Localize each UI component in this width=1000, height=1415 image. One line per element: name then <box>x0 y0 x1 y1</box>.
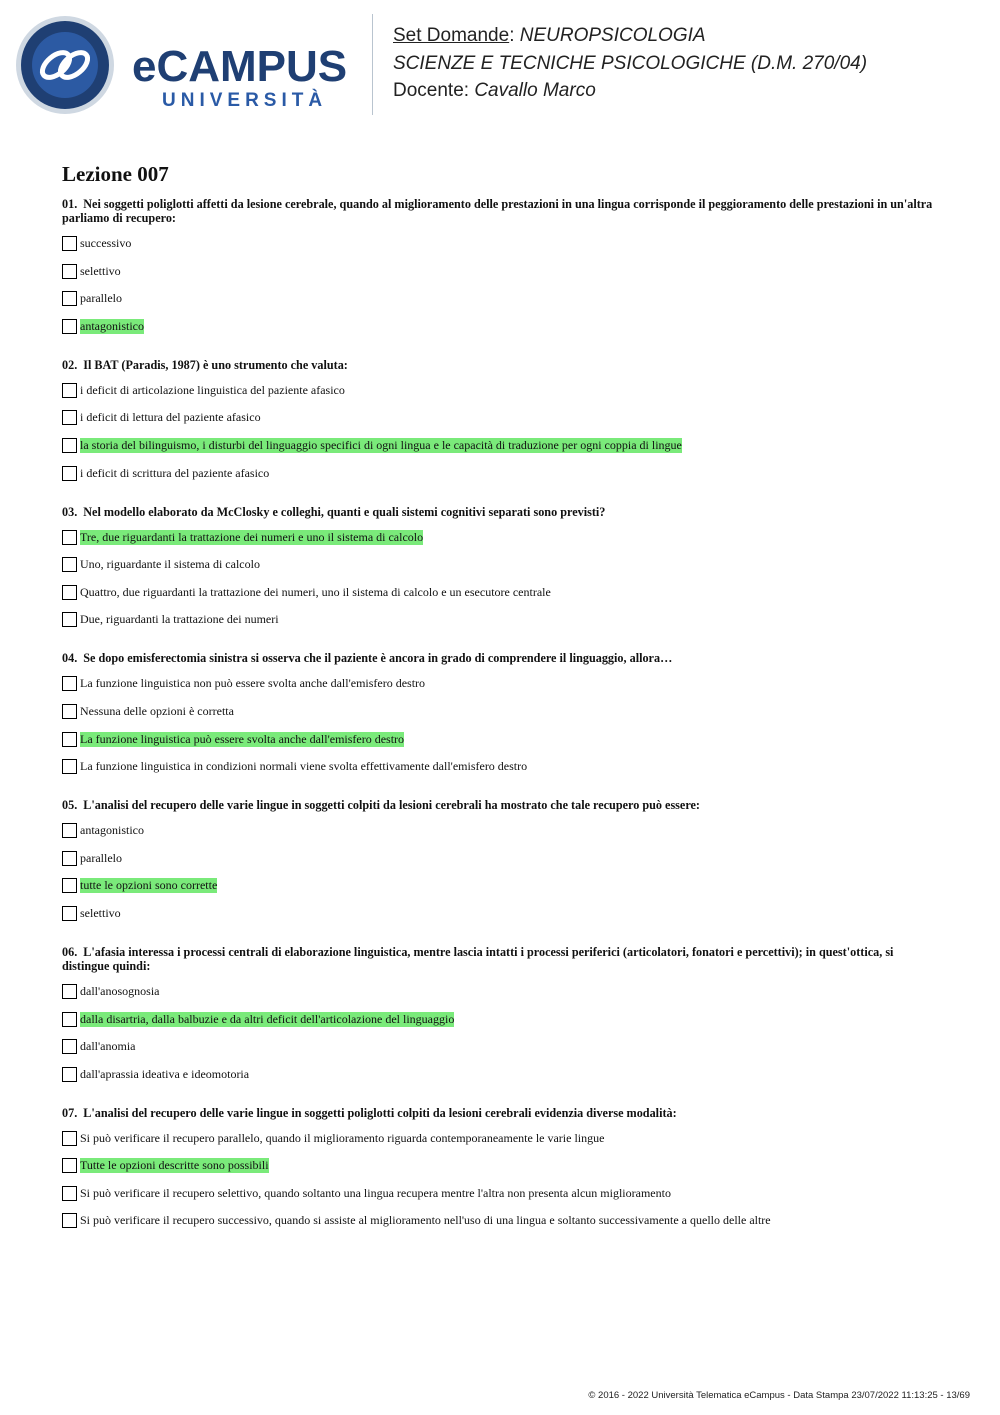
question-number: 07. <box>62 1105 78 1120</box>
checkbox[interactable] <box>62 1158 77 1173</box>
ecampus-logo <box>14 14 359 116</box>
course-line <box>393 50 867 78</box>
option-label-highlighted: la storia del bilinguismo, i disturbi del linguaggio specifici di ogni lingua e le capacità di traduzione per ogni coppia di lingue <box>80 437 682 452</box>
option-label: parallelo <box>80 850 122 865</box>
checkbox[interactable] <box>62 1012 77 1027</box>
answer-option[interactable] <box>62 904 942 923</box>
question-number: 02. <box>62 357 78 372</box>
answer-option-correct[interactable] <box>62 1010 942 1029</box>
document-header <box>393 22 867 105</box>
option-label: dall'anomia <box>80 1039 136 1054</box>
question-number: 06. <box>62 944 78 959</box>
option-label-highlighted: Tutte le opzioni descritte sono possibili <box>80 1158 269 1173</box>
question-body: L'analisi del recupero delle varie lingue in soggetti colpiti da lesioni cerebrali ha mostrato che tale recupero può essere: <box>83 798 700 813</box>
answer-option[interactable] <box>62 1211 942 1230</box>
question-body: L'afasia interessa i processi centrali di elaborazione linguistica, mentre lascia intatti i processi periferici (articolatori, fonatori e percettivi); in quest'ottica, si distingue quindi: <box>62 944 894 973</box>
question <box>62 651 942 776</box>
option-label: antagonistico <box>80 823 144 838</box>
teacher-label: Docente: <box>393 80 470 101</box>
answer-option[interactable] <box>62 674 942 693</box>
question-number: 05. <box>62 798 78 813</box>
answer-option[interactable] <box>62 1065 942 1084</box>
question-text <box>62 945 942 973</box>
question <box>62 945 942 1084</box>
checkbox[interactable] <box>62 438 77 453</box>
option-label: parallelo <box>80 291 122 306</box>
checkbox[interactable] <box>62 585 77 600</box>
answer-option-correct[interactable] <box>62 1156 942 1175</box>
checkbox[interactable] <box>62 732 77 747</box>
answer-option-correct[interactable] <box>62 876 942 895</box>
option-label-highlighted: Tre, due riguardanti la trattazione dei numeri e uno il sistema di calcolo <box>80 529 424 544</box>
answer-option[interactable] <box>62 289 942 308</box>
teacher-line <box>393 77 867 105</box>
logo-sub: UNIVERSITÀ <box>162 90 328 111</box>
checkbox[interactable] <box>62 291 77 306</box>
question-body: Il BAT (Paradis, 1987) è uno strumento che valuta: <box>83 357 348 372</box>
answer-option[interactable] <box>62 262 942 281</box>
checkbox[interactable] <box>62 1067 77 1082</box>
option-label: Si può verificare il recupero successivo, quando si assiste al miglioramento nell'uso di una lingua e soltanto successivamente a quello delle altre <box>80 1213 771 1228</box>
answer-option[interactable] <box>62 610 942 629</box>
option-label: La funzione linguistica in condizioni normali viene svolta effettivamente dall'emisfero destro <box>80 759 528 774</box>
answer-option[interactable] <box>62 1129 942 1148</box>
option-label: La funzione linguistica non può essere svolta anche dall'emisfero destro <box>80 676 426 691</box>
checkbox[interactable] <box>62 1039 77 1054</box>
answer-option[interactable] <box>62 821 942 840</box>
answer-option[interactable] <box>62 234 942 253</box>
option-label: i deficit di articolazione linguistica del paziente afasico <box>80 382 345 397</box>
question-text <box>62 1106 942 1120</box>
checkbox[interactable] <box>62 1186 77 1201</box>
question-body: Se dopo emisferectomia sinistra si osserva che il paziente è ancora in grado di comprendere il linguaggio, allora… <box>83 651 673 666</box>
answer-option-correct[interactable] <box>62 528 942 547</box>
logo-brand: eCAMPUS <box>132 42 348 91</box>
checkbox[interactable] <box>62 410 77 425</box>
checkbox[interactable] <box>62 557 77 572</box>
option-label: selettivo <box>80 263 121 278</box>
checkbox[interactable] <box>62 1213 77 1228</box>
option-label-highlighted: antagonistico <box>80 318 144 333</box>
checkbox[interactable] <box>62 759 77 774</box>
checkbox[interactable] <box>62 466 77 481</box>
question-list <box>62 162 942 1252</box>
answer-option[interactable] <box>62 1037 942 1056</box>
answer-option-correct[interactable] <box>62 436 942 455</box>
answer-option-correct[interactable] <box>62 317 942 336</box>
checkbox[interactable] <box>62 984 77 999</box>
set-line: Set Domande: NEUROPSICOLOGIA <box>393 25 706 46</box>
question-number: 03. <box>62 504 78 519</box>
option-label: i deficit di lettura del paziente afasico <box>80 410 261 425</box>
answer-option[interactable] <box>62 849 942 868</box>
question-body: L'analisi del recupero delle varie lingue in soggetti poliglotti colpiti da lesioni cerebrali evidenzia diverse modalità: <box>83 1105 677 1120</box>
option-label: Quattro, due riguardanti la trattazione dei numeri, uno il sistema di calcolo e un esecutore centrale <box>80 584 551 599</box>
option-label-highlighted: tutte le opzioni sono corrette <box>80 878 218 893</box>
lesson-title: Lezione 007 <box>62 162 169 186</box>
set-label: Set Domande <box>393 25 510 46</box>
checkbox[interactable] <box>62 878 77 893</box>
answer-option[interactable] <box>62 555 942 574</box>
checkbox[interactable] <box>62 1131 77 1146</box>
question-number: 04. <box>62 651 78 666</box>
question <box>62 1106 942 1231</box>
option-label: dall'aprassia ideativa e ideomotoria <box>80 1066 250 1081</box>
answer-option-correct[interactable] <box>62 730 942 749</box>
question-body: Nei soggetti poliglotti affetti da lesione cerebrale, quando al miglioramento delle prestazioni in una lingua corrisponde il peggioramento delle prestazioni in un'altra parliamo di recupero: <box>62 197 933 225</box>
checkbox[interactable] <box>62 704 77 719</box>
header-divider <box>372 14 373 115</box>
question <box>62 197 942 336</box>
option-label: Due, riguardanti la trattazione dei numeri <box>80 612 279 627</box>
answer-option[interactable] <box>62 408 942 427</box>
option-label: Si può verificare il recupero parallelo, quando il miglioramento riguarda contemporaneamente le varie lingue <box>80 1130 605 1145</box>
option-label-highlighted: La funzione linguistica può essere svolta anche dall'emisfero destro <box>80 731 405 746</box>
checkbox[interactable] <box>62 530 77 545</box>
course-name: SCIENZE E TECNICHE PSICOLOGICHE (D.M. 270/04) <box>393 52 868 74</box>
set-value: NEUROPSICOLOGIA <box>519 25 706 46</box>
checkbox[interactable] <box>62 264 77 279</box>
checkbox[interactable] <box>62 676 77 691</box>
answer-option[interactable] <box>62 381 942 400</box>
option-label: selettivo <box>80 905 121 920</box>
teacher-name: Cavallo Marco <box>474 80 596 101</box>
option-label: Uno, riguardante il sistema di calcolo <box>80 557 260 572</box>
question <box>62 505 942 630</box>
checkbox[interactable] <box>62 612 77 627</box>
answer-option[interactable] <box>62 702 942 721</box>
answer-option[interactable] <box>62 464 942 483</box>
checkbox[interactable] <box>62 236 77 251</box>
checkbox[interactable] <box>62 319 77 334</box>
option-label: successivo <box>80 236 132 250</box>
option-label: Nessuna delle opzioni è corretta <box>80 703 234 718</box>
question-text <box>62 197 942 225</box>
checkbox[interactable] <box>62 383 77 398</box>
checkbox[interactable] <box>62 851 77 866</box>
option-label: dall'anosognosia <box>80 983 160 998</box>
question-body: Nel modello elaborato da McClosky e colleghi, quanti e quali sistemi cognitivi separati sono previsti? <box>83 504 606 519</box>
question-text <box>62 651 942 665</box>
question-text <box>62 505 942 519</box>
option-label: Si può verificare il recupero selettivo, quando soltanto una lingua recupera mentre l'altra non presenta alcun miglioramento <box>80 1185 671 1200</box>
checkbox[interactable] <box>62 823 77 838</box>
answer-option[interactable] <box>62 757 942 776</box>
answer-option[interactable] <box>62 982 942 1001</box>
option-label: i deficit di scrittura del paziente afasico <box>80 465 270 480</box>
question <box>62 358 942 483</box>
option-label-highlighted: dalla disartria, dalla balbuzie e da altri deficit dell'articolazione del linguaggio <box>80 1011 455 1026</box>
question-text <box>62 358 942 372</box>
question-text <box>62 798 942 812</box>
question-number: 01. <box>62 197 78 211</box>
answer-option[interactable] <box>62 583 942 602</box>
question <box>62 798 942 923</box>
answer-option[interactable] <box>62 1184 942 1203</box>
checkbox[interactable] <box>62 906 77 921</box>
page-footer: © 2016 - 2022 Università Telematica eCampus - Data Stampa 23/07/2022 11:13:25 - 13/69 <box>588 1390 970 1401</box>
